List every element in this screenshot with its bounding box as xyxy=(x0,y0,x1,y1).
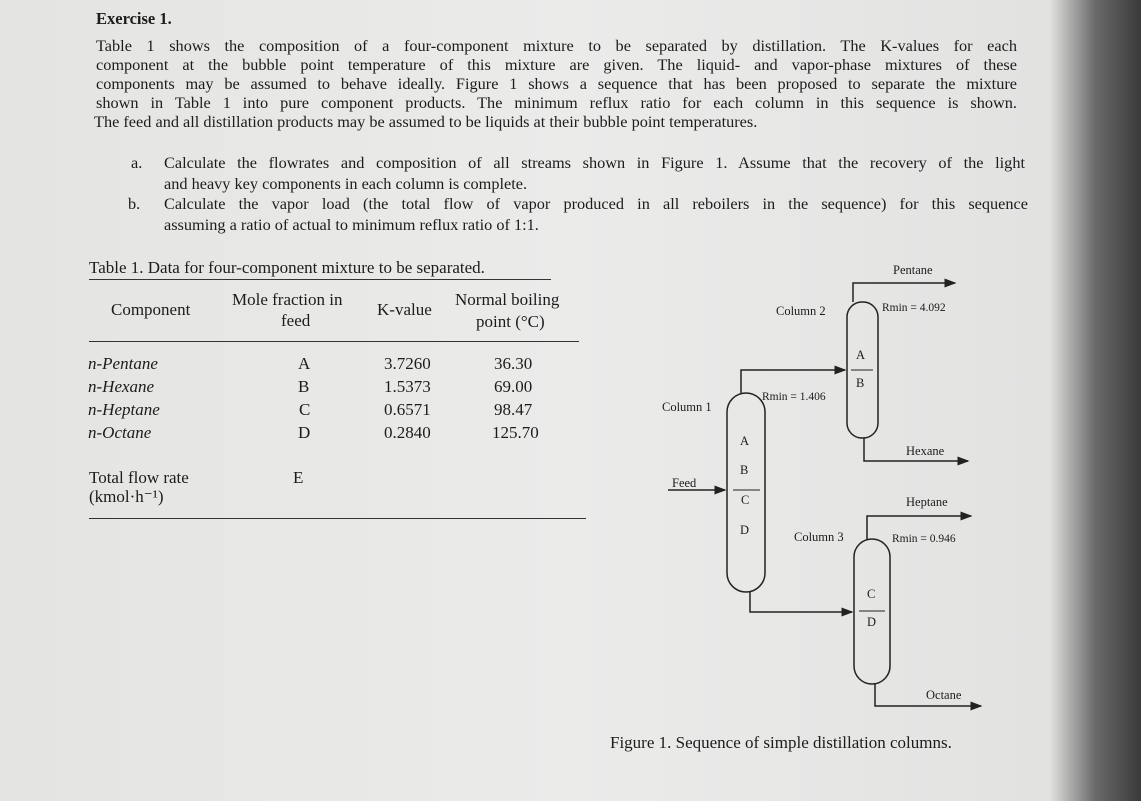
product-pentane: Pentane xyxy=(893,263,933,277)
column-1-label: Column 1 xyxy=(662,400,712,414)
column-1-rmin: Rmin = 1.406 xyxy=(762,391,826,403)
column-3-label: Column 3 xyxy=(794,530,844,544)
product-heptane: Heptane xyxy=(906,495,948,509)
header-component: Component xyxy=(111,300,191,319)
column-2-label: Column 2 xyxy=(776,304,826,318)
header-kvalue: K-value xyxy=(377,300,432,319)
feed-label: Feed xyxy=(672,476,697,490)
column-2-rmin: Rmin = 4.092 xyxy=(882,302,946,314)
column-3-rmin: Rmin = 0.946 xyxy=(892,533,956,545)
exercise-title: Exercise 1. xyxy=(96,9,172,28)
product-hexane: Hexane xyxy=(906,444,945,458)
product-octane: Octane xyxy=(926,688,962,702)
table-caption: Table 1. Data for four-component mixture to be separated. xyxy=(89,258,485,277)
figure-caption: Figure 1. Sequence of simple distillation columns. xyxy=(610,733,952,752)
